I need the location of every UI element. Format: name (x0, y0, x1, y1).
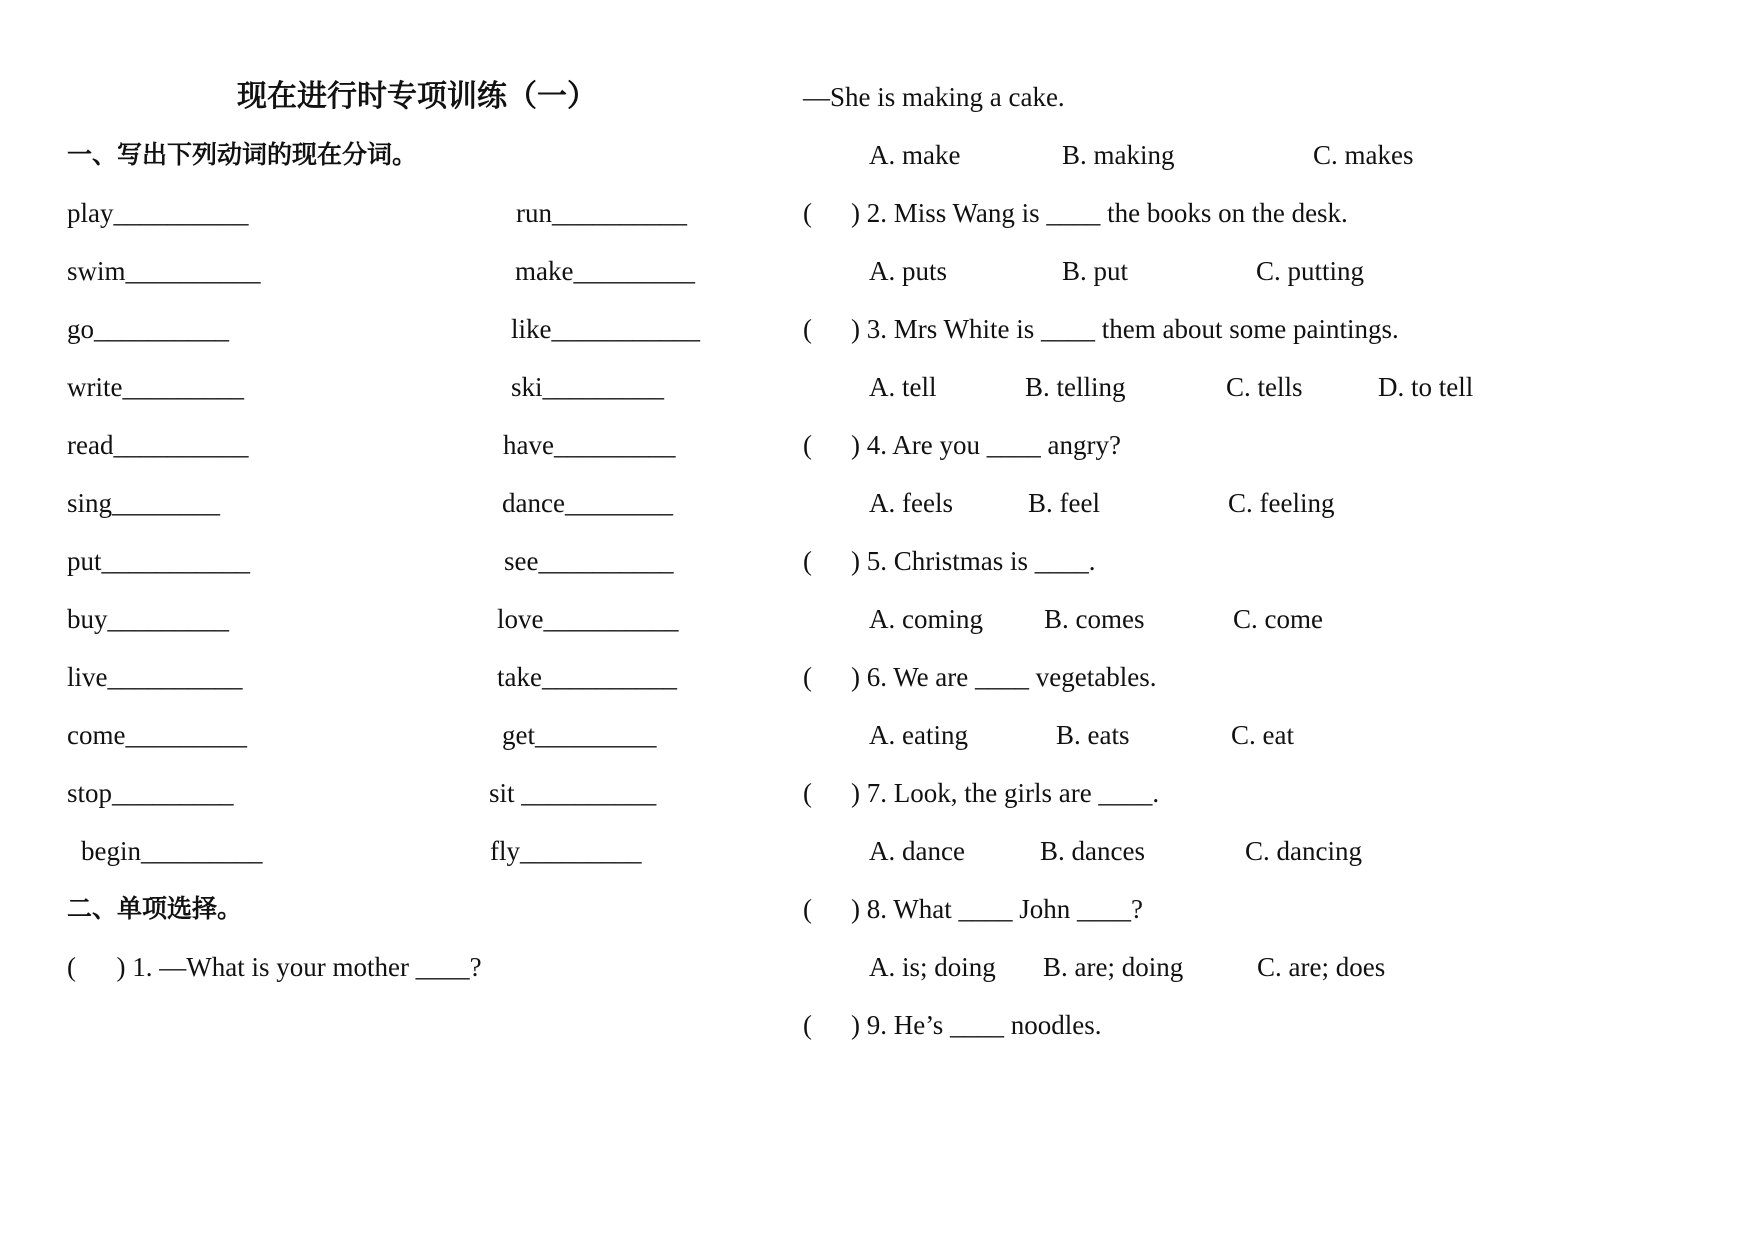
option: B. are; doing (1043, 952, 1184, 982)
answer-paren: ( (803, 314, 812, 344)
section2-heading: 二、单项选择。 (67, 894, 243, 923)
answer-paren: ( (803, 1010, 812, 1040)
question-1-stem: ( ) 1. —What is your mother ____? (67, 952, 482, 982)
option: B. comes (1044, 604, 1145, 634)
question-stem: ) 2. Miss Wang is ____ the books on the desk. (851, 198, 1348, 228)
answer-paren: ( (803, 778, 812, 808)
option: B. dances (1040, 836, 1145, 866)
question-stem: ) 4. Are you ____ angry? (851, 430, 1121, 460)
answer-paren: ( (803, 894, 812, 924)
question-stem: ) 7. Look, the girls are ____. (851, 778, 1160, 808)
verb-item: sit __________ (489, 778, 657, 808)
verb-item: put___________ (67, 546, 251, 576)
verb-item: swim__________ (67, 256, 261, 286)
option: B. eats (1056, 720, 1130, 750)
verb-item: have_________ (503, 430, 676, 460)
question-stem: ) 6. We are ____ vegetables. (851, 662, 1157, 692)
verb-item: fly_________ (490, 836, 642, 866)
option: A. coming (869, 604, 983, 634)
verb-item: ski_________ (511, 372, 665, 402)
option: C. dancing (1245, 836, 1362, 866)
verb-item: write_________ (67, 372, 244, 402)
verb-item: begin_________ (81, 836, 263, 866)
option: A. dance (869, 836, 965, 866)
verb-item: love__________ (497, 604, 679, 634)
question-1-answer-line: —She is making a cake. (803, 82, 1065, 112)
verb-item: sing________ (67, 488, 221, 518)
option: B. put (1062, 256, 1129, 286)
verb-item: buy_________ (67, 604, 229, 634)
verb-item: come_________ (67, 720, 247, 750)
option: A. make (869, 140, 961, 170)
verb-item: stop_________ (67, 778, 234, 808)
verb-item: see__________ (504, 546, 674, 576)
section1-heading: 一、写出下列动词的现在分词。 (67, 140, 418, 169)
option: B. telling (1025, 372, 1126, 402)
question-stem: ) 8. What ____ John ____? (851, 894, 1143, 924)
answer-paren: ( (803, 546, 812, 576)
answer-paren: ( (803, 662, 812, 692)
option: C. putting (1256, 256, 1365, 286)
option: A. is; doing (869, 952, 996, 982)
option: A. tell (869, 372, 937, 402)
option: A. puts (869, 256, 948, 286)
verb-item: like___________ (511, 314, 700, 344)
verb-item: live__________ (67, 662, 243, 692)
option: C. feeling (1228, 488, 1335, 518)
verb-item: get_________ (502, 720, 657, 750)
option: A. feels (869, 488, 953, 518)
option: C. are; does (1257, 952, 1386, 982)
option: C. come (1233, 604, 1323, 634)
answer-paren: ( (803, 430, 812, 460)
page-title: 现在进行时专项训练（一） (237, 79, 597, 114)
verb-item: dance________ (502, 488, 673, 518)
verb-item: make_________ (515, 256, 695, 286)
option: D. to tell (1378, 372, 1474, 402)
question-stem: ) 9. He’s ____ noodles. (851, 1010, 1102, 1040)
option: C. makes (1313, 140, 1414, 170)
verb-item: play__________ (67, 198, 249, 228)
verb-item: go__________ (67, 314, 229, 344)
verb-item: run__________ (516, 198, 687, 228)
verb-item: take__________ (497, 662, 677, 692)
verb-item: read__________ (67, 430, 249, 460)
question-stem: ) 5. Christmas is ____. (851, 546, 1096, 576)
option: C. eat (1231, 720, 1294, 750)
option: B. feel (1028, 488, 1100, 518)
option: A. eating (869, 720, 968, 750)
option: B. making (1062, 140, 1175, 170)
answer-paren: ( (803, 198, 812, 228)
question-stem: ) 3. Mrs White is ____ them about some paintings. (851, 314, 1399, 344)
option: C. tells (1226, 372, 1303, 402)
